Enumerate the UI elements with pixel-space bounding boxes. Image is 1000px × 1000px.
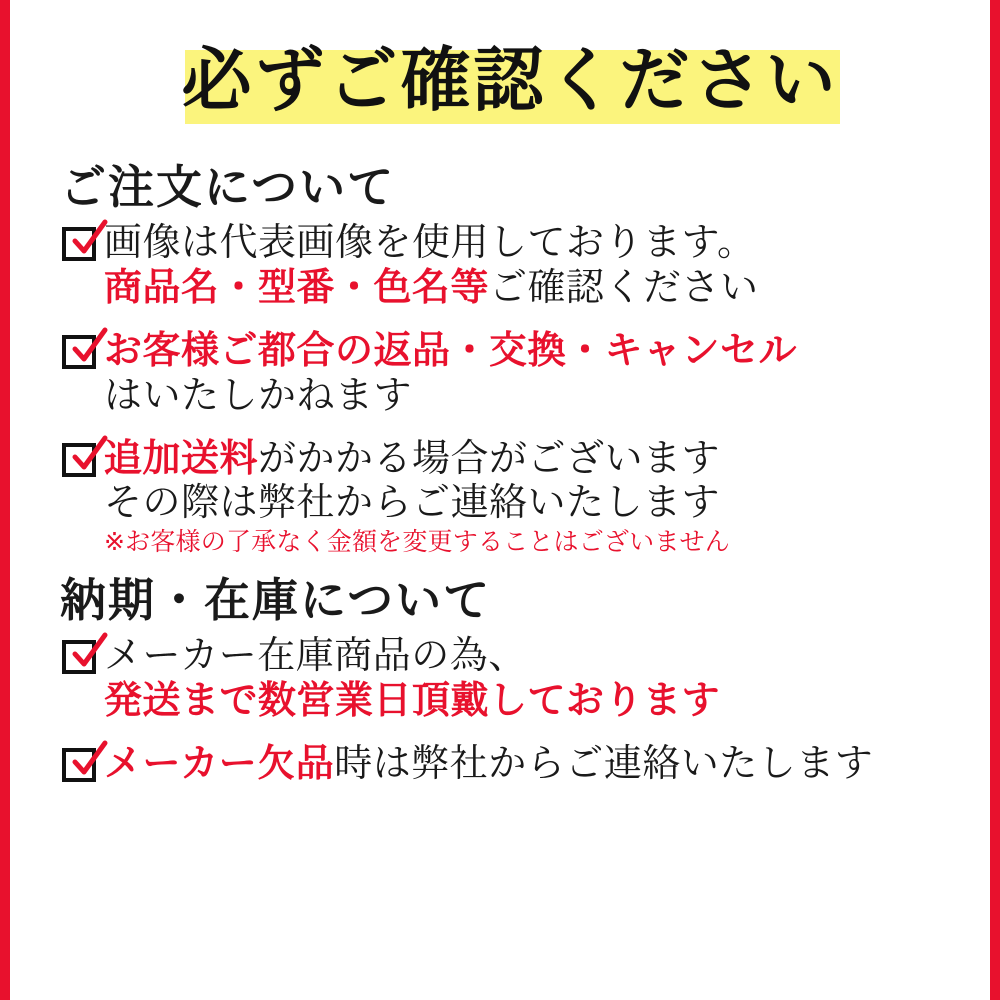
checkbox-checked-icon: [62, 443, 96, 477]
list-item: [62, 634, 970, 724]
list-item-text: [104, 742, 970, 787]
list-item: [62, 742, 970, 787]
list-item: [62, 437, 970, 559]
list-line-plain: 時は弊社からご連絡いたします: [334, 742, 874, 785]
list-line-plain: ご確認ください: [489, 267, 759, 310]
list-item: [62, 221, 970, 311]
list-item-text: [104, 221, 970, 311]
checkbox-checked-icon: [62, 748, 96, 782]
checkbox-checked-icon: [62, 227, 96, 261]
list-line-accent: 商品名・型番・色名等: [104, 267, 490, 310]
list-item: [62, 329, 970, 419]
list-item-text: [104, 329, 970, 419]
title-text: 必ずご確認ください: [181, 41, 839, 119]
list-item-text: [104, 437, 970, 559]
section-heading-delivery: 納期・在庫について: [60, 573, 492, 626]
list-item-note: ※お客様の了承なく金額を変更することはございません: [104, 528, 730, 557]
list-line: お客様ご都合の返品・交換・キャンセル: [104, 329, 798, 372]
check-list-delivery: [50, 634, 970, 786]
list-line: 画像は代表画像を使用しております。: [104, 222, 756, 265]
list-line: メーカー在庫商品の為、: [104, 634, 527, 677]
list-line: その際は弊社からご連絡いたします: [104, 482, 721, 525]
list-line-plain: がかかる場合がございます: [258, 437, 721, 480]
list-line-accent: メーカー欠品: [104, 742, 335, 785]
list-line: [104, 438, 720, 480]
notice-content: [20, 0, 1000, 1000]
checkbox-checked-icon: [62, 640, 96, 674]
list-item-text: [104, 634, 970, 724]
list-line: [104, 743, 873, 785]
check-list-order: [50, 221, 970, 558]
list-line: はいたしかねます: [104, 374, 413, 417]
list-line-accent: 追加送料: [104, 437, 259, 480]
page-title: [50, 0, 970, 160]
section-heading-order: ご注文について: [60, 161, 396, 213]
checkbox-checked-icon: [62, 335, 96, 369]
list-line: 発送まで数営業日頂戴しております: [104, 679, 721, 722]
list-line: [104, 267, 759, 309]
